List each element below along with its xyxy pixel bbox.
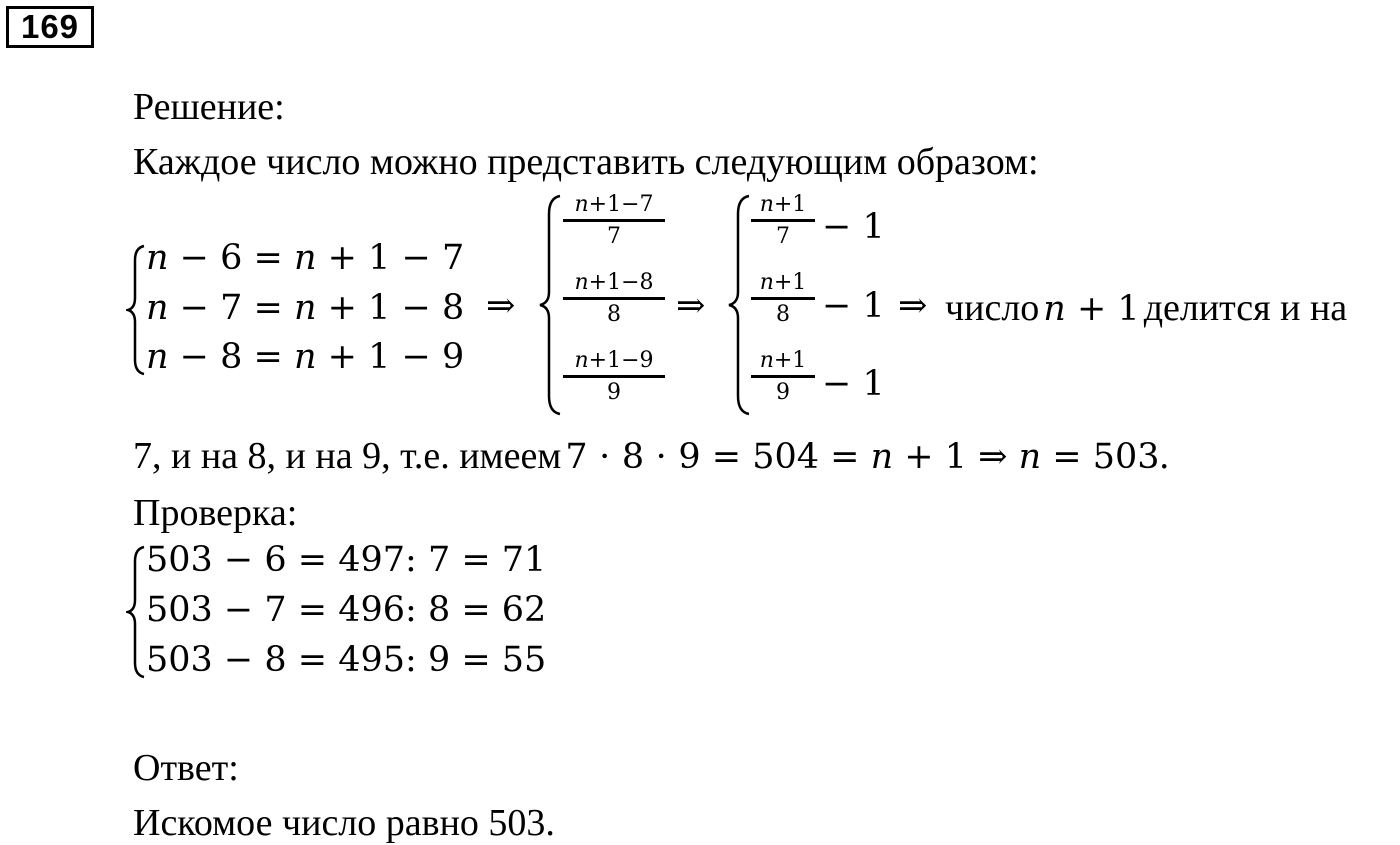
check-label: Проверка:	[133, 492, 298, 534]
var-n: n	[146, 288, 169, 328]
intro-line: Каждое число можно представить следующим образом:	[133, 141, 1039, 183]
left-brace-system3	[727, 194, 753, 416]
problem-number: 169	[6, 6, 94, 48]
solution-label: Решение:	[133, 86, 285, 128]
equation-row: n − 7 = n + 1 − 8	[146, 288, 465, 328]
var-n: n	[1018, 437, 1042, 477]
var-n: n	[870, 437, 894, 477]
result-line: 7, и на 8, и на 9, т.е. имеем 7 ⋅ 8 ⋅ 9 = 504 = n + 1 ⇒ n = 503.	[133, 435, 1170, 477]
check-row: 503 − 8 = 495: 9 = 55	[146, 640, 547, 680]
implies-arrow: ⇒	[676, 286, 706, 326]
answer-label: Ответ:	[133, 747, 239, 789]
var-n: n	[146, 238, 169, 278]
fraction: n+1 7	[751, 194, 815, 248]
fraction: n+1 8	[751, 272, 815, 326]
answer-text: Искомое число равно 503.	[133, 802, 555, 844]
check-row: 503 − 7 = 496: 8 = 62	[146, 590, 547, 630]
var-n: n	[1043, 289, 1066, 329]
minus-one: − 1	[822, 286, 885, 326]
check-row: 503 − 6 = 497: 7 = 71	[146, 540, 547, 580]
fraction: n+1−7 7	[563, 194, 665, 248]
conclusion-line: число n + 1 делится и на	[945, 287, 1348, 329]
implies-arrow: ⇒	[898, 286, 928, 326]
fraction: n+1−9 9	[563, 350, 665, 404]
minus-one: − 1	[822, 207, 885, 247]
implies-arrow: ⇒	[486, 286, 516, 326]
left-brace-system2	[538, 194, 564, 416]
equation-row: n − 8 = n + 1 − 9	[146, 337, 465, 377]
left-brace-check	[126, 545, 148, 679]
fraction: n+1 9	[751, 350, 815, 404]
equation-row: n − 6 = n + 1 − 7	[146, 238, 465, 278]
minus-one: − 1	[822, 364, 885, 404]
fraction: n+1−8 8	[563, 272, 665, 326]
left-brace-system1	[126, 244, 148, 376]
var-n: n	[146, 337, 169, 377]
